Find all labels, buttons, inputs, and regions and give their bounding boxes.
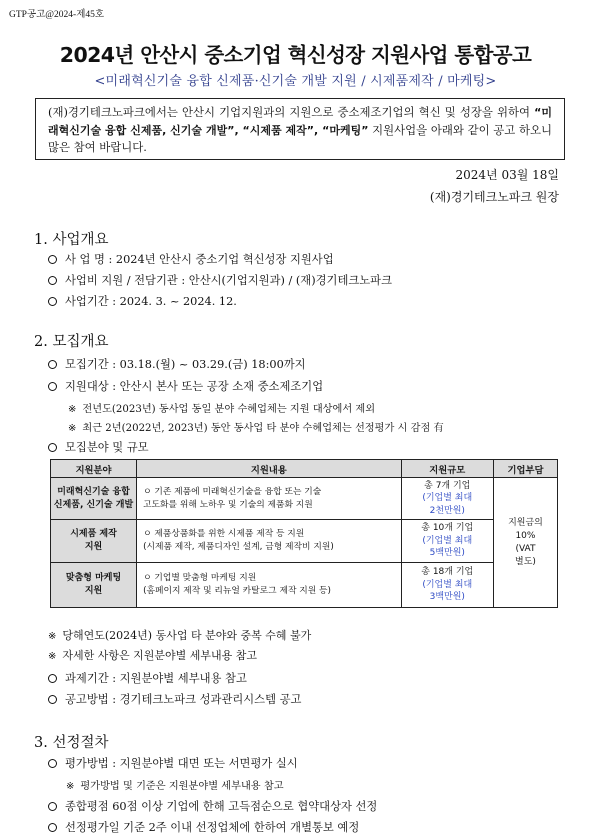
circle-bullet-icon [48,823,57,832]
section-2-item: 공고방법 : 경기테크노파크 성과관리시스템 공고 [48,691,301,707]
circle-bullet-icon [48,255,57,264]
section-2-heading: 2. 모집개요 [34,334,109,350]
circle-bullet-icon [48,759,57,768]
section-2-item: 과제기간 : 지원분야별 세부내용 참고 [48,670,247,686]
recruitment-table [50,459,558,608]
section-1-item: 사업비 지원 / 전담기관 : 안산시(기업지원과) / (재)경기테크노파크 [48,272,392,288]
circle-bullet-icon [48,695,57,704]
table-row [51,520,558,563]
category-cell: 시제품 제작 지원 [51,520,137,563]
section-3-item: 평가방법 : 지원분야별 대면 또는 서면평가 실시 [48,755,298,771]
circle-bullet-icon [48,297,57,306]
circle-bullet-icon [48,443,57,452]
page-title: 2024년 안산시 중소기업 혁신성장 지원사업 통합공고 [59,43,532,67]
section-2-sub-note: ※ 최근 2년(2022년, 2023년) 동안 동사업 타 분야 수혜업체는 선정평가 시 감점 有 [68,423,444,434]
company-share-cell: 지원금의 10% (VAT 별도) [493,478,557,608]
section-3-item: 선정평가일 기준 2주 이내 선정업체에 한하여 개별통보 예정 [48,819,359,835]
reference-mark-icon: ※ [68,423,77,434]
circle-bullet-icon [48,360,57,369]
document-number: GTP공고@2024-제45호 [9,10,105,20]
reference-mark-icon: ※ [48,631,57,642]
notice-bold-3: “마케팅” [322,123,369,137]
description-cell: ㅇ 제품상품화를 위한 시제품 제작 등 지원 (시제품 제작, 제품디자인 설계, 금형 제작비 지원) [137,520,402,563]
table-label: 모집분야 및 규모 [48,439,149,455]
reference-mark-icon: ※ [48,651,57,662]
notice-box [35,98,565,160]
circle-bullet-icon [48,382,57,391]
circle-bullet-icon [48,276,57,285]
notice-text-1: (재)경기테크노파크에서는 안산시 기업지원과의 지원으로 중소제조기업의 혁신 및 성장을 위하여 [48,105,535,119]
circle-bullet-icon [48,674,57,683]
section-2-item: 모집기간 : 03.18.(월) ~ 03.29.(금) 18:00까지 [48,356,306,372]
notice-sep-2: , [314,123,323,137]
reference-mark-icon: ※ [66,781,75,792]
announcement-org: (재)경기테크노파크 원장 [429,190,559,204]
description-cell: ㅇ 기업별 맞춤형 마케팅 지원 (홈페이지 제작 및 리뉴얼 카탈로그 제작 지원 등) [137,563,402,608]
section-1-item: 사업기간 : 2024. 3. ~ 2024. 12. [48,293,237,309]
section-2-after-note: ※ 당해연도(2024년) 동사업 타 분야와 중복 수혜 불가 [48,629,312,642]
circle-bullet-icon [48,802,57,811]
section-3-sub-note: ※ 평가방법 및 기준은 지원분야별 세부내용 참고 [66,781,284,792]
description-cell: ㅇ 기존 제품에 미래혁신기술을 융합 또는 기술 고도화를 위해 노하우 및 기술의 제품화 지원 [137,478,402,520]
announcement-date: 2024년 03월 18일 [455,168,559,182]
notice-bold-2: “시제품 제작” [242,123,315,137]
section-1-item: 사 업 명 : 2024년 안산시 중소기업 혁신성장 지원사업 [48,251,334,267]
table-row [51,478,558,520]
section-2-sub-note: ※ 전년도(2023년) 동사업 동일 분야 수혜업체는 지원 대상에서 제외 [68,404,376,415]
table-header: 지원분야 [51,460,137,478]
category-cell: 맞춤형 마케팅 지원 [51,563,137,608]
notice-text-2: 지원사업을 아래와 같이 공고 하오니 많은 참여 바랍니다. [48,122,553,154]
notice-bold-1: “미래혁신기술 융합 신제품, 신기술 개발” [48,106,552,137]
table-header: 지원규모 [401,460,493,478]
table-header: 기업부담 [493,460,557,478]
scale-cell: 총 10개 기업 (기업별 최대 5백만원) [401,520,493,563]
scale-cell: 총 7개 기업 (기업별 최대 2천만원) [401,478,493,520]
section-1-heading: 1. 사업개요 [34,232,109,248]
page-subtitle: <미래혁신기술 융합 신제품·신기술 개발 지원 / 시제품제작 / 마케팅> [94,74,497,89]
section-3-heading: 3. 선정절차 [34,735,109,751]
notice-sep-1: , [234,123,243,137]
section-2-after-note: ※ 자세한 사항은 지원분야별 세부내용 참고 [48,649,258,662]
section-3-item: 종합평점 60점 이상 기업에 한해 고득점순으로 협약대상자 선정 [48,798,377,814]
scale-cell: 총 18개 기업 (기업별 최대 3백만원) [401,563,493,608]
table-header: 지원내용 [137,460,402,478]
category-cell: 미래혁신기술 융합 신제품, 신기술 개발 [51,478,137,520]
section-2-item: 지원대상 : 안산시 본사 또는 공장 소재 중소제조기업 [48,378,323,394]
reference-mark-icon: ※ [68,404,77,415]
table-row [51,563,558,608]
